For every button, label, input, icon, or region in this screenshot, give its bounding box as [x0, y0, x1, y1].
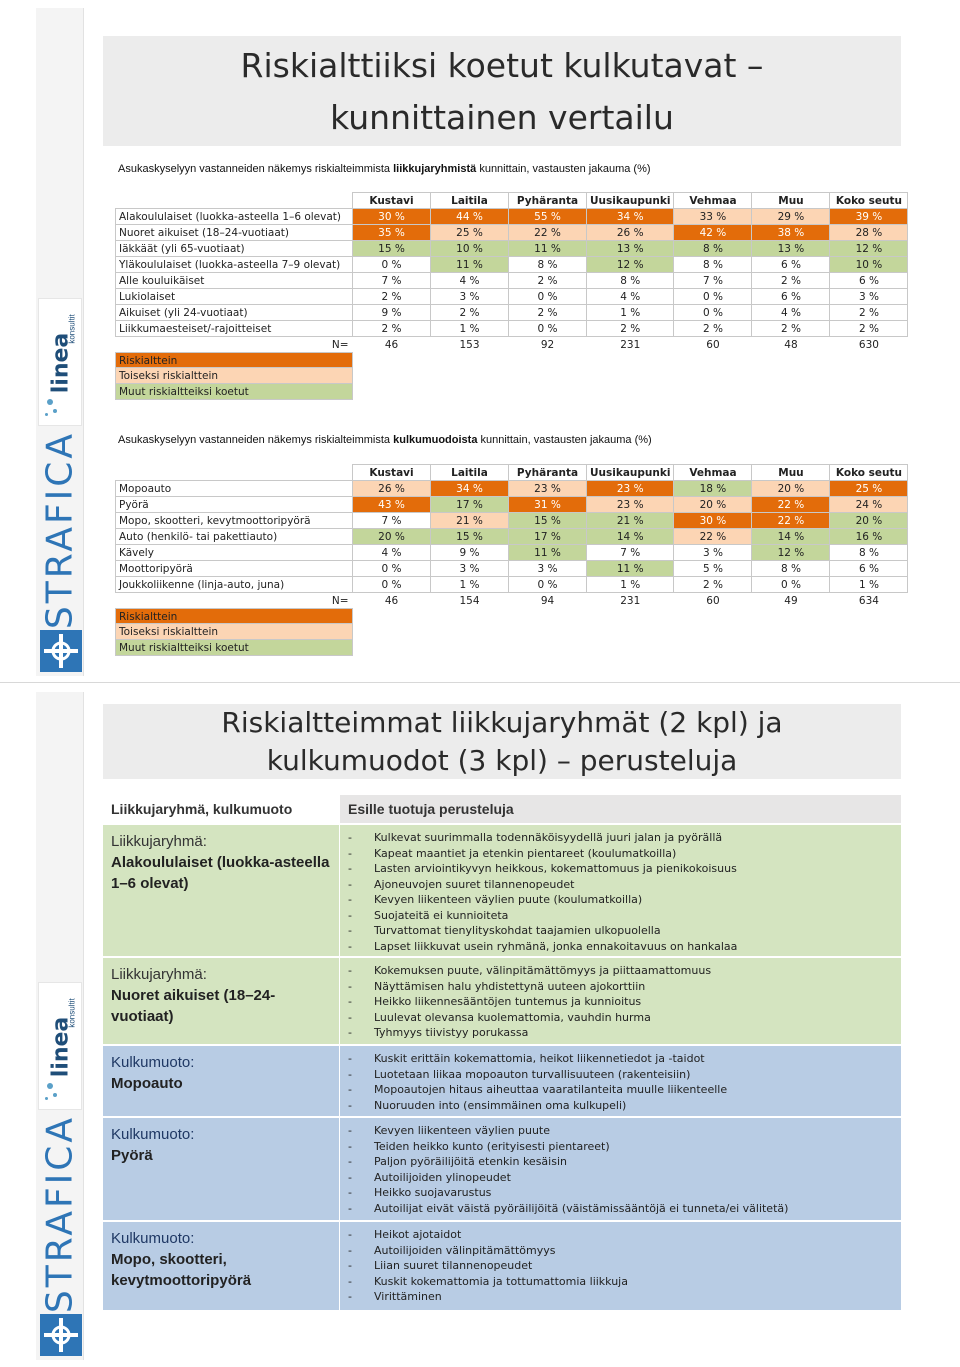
value-cell: 20 % — [674, 497, 752, 513]
column-header: Uusikaupunki — [587, 193, 674, 209]
row-label: Mopo, skootteri, kevytmoottoripyörä — [116, 513, 353, 529]
value-cell: 7 % — [587, 545, 674, 561]
value-cell: 17 % — [431, 497, 509, 513]
value-cell: 16 % — [830, 529, 908, 545]
value-cell: 25 % — [431, 225, 509, 241]
list-item: - Heikot ajotaidot — [346, 1227, 893, 1243]
subject-category: Kulkumuoto: — [111, 1054, 195, 1071]
value-cell: 11 % — [509, 241, 587, 257]
row-label: Yläkoululaiset (luokka-asteella 7–9 olevat) — [116, 257, 353, 273]
value-cell: 10 % — [830, 257, 908, 273]
value-cell: 6 % — [830, 273, 908, 289]
n-value: 231 — [620, 338, 641, 351]
value-cell: 23 % — [587, 481, 674, 497]
table-row — [116, 225, 908, 241]
n-row — [116, 337, 908, 353]
value-cell: 1 % — [587, 577, 674, 593]
value-cell: 2 % — [752, 321, 830, 337]
reason-subject — [103, 1222, 339, 1310]
n-value: 60 — [706, 594, 720, 607]
value-cell: 14 % — [587, 529, 674, 545]
value-cell: 8 % — [587, 273, 674, 289]
value-cell: 13 % — [587, 241, 674, 257]
value-cell: 7 % — [674, 273, 752, 289]
row-label: Moottoripyörä — [116, 561, 353, 577]
linea-logo — [38, 982, 82, 1110]
value-cell: 2 % — [353, 321, 431, 337]
value-cell: 20 % — [752, 481, 830, 497]
value-cell: 3 % — [431, 561, 509, 577]
subject-name: Pyörä — [111, 1147, 153, 1164]
n-value: 49 — [784, 594, 798, 607]
value-cell: 24 % — [830, 497, 908, 513]
reason-row — [103, 825, 901, 956]
n-value: 231 — [620, 594, 641, 607]
table-row — [116, 545, 908, 561]
legend-low: Muut riskialtteiksi koetut — [115, 384, 353, 400]
value-cell: 22 % — [752, 513, 830, 529]
value-cell: 11 % — [431, 257, 509, 273]
groups-table — [115, 192, 908, 353]
strafica-wordmark: STRAFICA — [39, 1114, 81, 1314]
n-value: 634 — [858, 594, 879, 607]
value-cell: 21 % — [587, 513, 674, 529]
value-cell: 5 % — [674, 561, 752, 577]
list-item: - Ajoneuvojen suuret tilannenopeudet — [346, 877, 893, 893]
value-cell: 0 % — [353, 561, 431, 577]
value-cell: 4 % — [752, 305, 830, 321]
value-cell: 4 % — [431, 273, 509, 289]
value-cell: 2 % — [830, 321, 908, 337]
table-row — [116, 289, 908, 305]
legend-1 — [115, 352, 353, 400]
value-cell: 7 % — [353, 273, 431, 289]
logo-subtitle: konsultit — [67, 998, 77, 1028]
value-cell: 0 % — [353, 577, 431, 593]
list-item: - Lapset liikkuvat usein ryhmänä, jonka ennakoitavuus on hankalaa — [346, 939, 893, 955]
value-cell: 38 % — [752, 225, 830, 241]
subject-name: Mopo, skootteri, kevytmoottoripyörä — [111, 1251, 252, 1289]
logo-word: linea — [48, 332, 74, 394]
list-item: - Kuskit erittäin kokemattomia, heikot liikennetiedot ja -taidot — [346, 1051, 893, 1067]
list-item: - Kevyen liikenteen väylien puute (koulumatkoilla) — [346, 892, 893, 908]
table-header-row — [116, 465, 908, 481]
value-cell: 26 % — [587, 225, 674, 241]
column-header: Muu — [752, 193, 830, 209]
row-label: Iäkkäät (yli 65-vuotiaat) — [116, 241, 353, 257]
reason-row — [103, 1046, 901, 1116]
list-item: - Autoilijoiden välinpitämättömyys — [346, 1243, 893, 1259]
value-cell: 4 % — [353, 545, 431, 561]
table-row — [116, 577, 908, 593]
value-cell: 6 % — [830, 561, 908, 577]
list-item: - Heikko liikennesääntöjen tuntemus ja kunnioitus — [346, 994, 893, 1010]
value-cell: 8 % — [830, 545, 908, 561]
legend-mid: Toiseksi riskialttein — [115, 368, 353, 384]
table-row — [116, 273, 908, 289]
column-header: Muu — [752, 465, 830, 481]
row-label: Aikuiset (yli 24-vuotiaat) — [116, 305, 353, 321]
row-label: Alakoululaiset (luokka-asteella 1–6 olevat) — [116, 209, 353, 225]
list-item: - Nuoruuden into (ensimmäinen oma kulkupeli) — [346, 1098, 893, 1114]
strafica-mark-icon — [40, 1314, 82, 1356]
list-item: - Tyhmyys tiivistyy porukassa — [346, 1025, 893, 1041]
column-header: Koko seutu — [830, 193, 908, 209]
value-cell: 15 % — [509, 513, 587, 529]
n-value: 153 — [459, 338, 480, 351]
reason-row — [103, 1222, 901, 1310]
value-cell: 2 % — [587, 321, 674, 337]
n-value: 154 — [459, 594, 480, 607]
row-label: Alle kouluikäiset — [116, 273, 353, 289]
value-cell: 7 % — [353, 513, 431, 529]
n-value: 630 — [858, 338, 879, 351]
page-title — [103, 36, 901, 146]
value-cell: 17 % — [509, 529, 587, 545]
n-row — [116, 593, 908, 609]
value-cell: 0 % — [353, 257, 431, 273]
value-cell: 2 % — [830, 305, 908, 321]
n-value: 60 — [706, 338, 720, 351]
value-cell: 0 % — [509, 577, 587, 593]
column-header: Kustavi — [353, 465, 431, 481]
value-cell: 0 % — [752, 577, 830, 593]
value-cell: 31 % — [509, 497, 587, 513]
value-cell: 8 % — [509, 257, 587, 273]
value-cell: 8 % — [674, 241, 752, 257]
column-header: Koko seutu — [830, 465, 908, 481]
value-cell: 0 % — [509, 289, 587, 305]
value-cell: 22 % — [752, 497, 830, 513]
page-title — [103, 704, 901, 779]
legend-mid: Toiseksi riskialttein — [115, 624, 353, 640]
subject-name: Nuoret aikuiset (18–24-vuotiaat) — [111, 987, 276, 1025]
value-cell: 44 % — [431, 209, 509, 225]
row-label: Liikkumaesteiset/-rajoitteiset — [116, 321, 353, 337]
subject-name: Alakoululaiset (luokka-asteella 1–6 olevat) — [111, 854, 330, 892]
modes-table — [115, 464, 908, 609]
row-label: Kävely — [116, 545, 353, 561]
linea-logo — [38, 298, 82, 426]
n-value: 92 — [540, 338, 555, 351]
legend-2 — [115, 608, 353, 656]
value-cell: 12 % — [752, 545, 830, 561]
list-item: - Teiden heikko kunto (erityisesti pientareet) — [346, 1139, 893, 1155]
reason-subject — [103, 825, 339, 956]
column-header: Vehmaa — [674, 465, 752, 481]
value-cell: 3 % — [509, 561, 587, 577]
table-header-row — [116, 193, 908, 209]
header-right: Esille tuotuja perusteluja — [340, 795, 901, 823]
value-cell: 12 % — [587, 257, 674, 273]
n-value: 46 — [384, 338, 399, 351]
logo-subtitle: konsultit — [67, 314, 77, 344]
title-line-2: kunnittainen vertailu — [330, 98, 674, 137]
value-cell: 1 % — [587, 305, 674, 321]
legend-low: Muut riskialtteiksi koetut — [115, 640, 353, 656]
slide-risk-comparison — [0, 0, 960, 683]
value-cell: 33 % — [674, 209, 752, 225]
list-item: - Paljon pyöräilijöitä etenkin kesäisin — [346, 1154, 893, 1170]
strafica-mark-icon — [40, 630, 82, 672]
strafica-wordmark: STRAFICA — [39, 430, 81, 630]
value-cell: 2 % — [674, 321, 752, 337]
value-cell: 1 % — [431, 577, 509, 593]
value-cell: 2 % — [752, 273, 830, 289]
value-cell: 14 % — [752, 529, 830, 545]
column-header: Laitila — [431, 193, 509, 209]
value-cell: 18 % — [674, 481, 752, 497]
column-header: Kustavi — [353, 193, 431, 209]
subject-category: Kulkumuoto: — [111, 1126, 195, 1143]
table-row — [116, 257, 908, 273]
value-cell: 28 % — [830, 225, 908, 241]
table1-title: Asukaskyselyyn vastanneiden näkemys riskialteimmista liikkujaryhmistä kunnittain, vastausten jakauma (%) — [118, 163, 651, 175]
column-header: Uusikaupunki — [587, 465, 674, 481]
value-cell: 35 % — [353, 225, 431, 241]
list-item: - Autoilijoiden ylinopeudet — [346, 1170, 893, 1186]
value-cell: 4 % — [587, 289, 674, 305]
reason-subject — [103, 1046, 339, 1116]
list-item: - Heikko suojavarustus — [346, 1185, 893, 1201]
value-cell: 6 % — [752, 257, 830, 273]
subject-category: Liikkujaryhmä: — [111, 833, 207, 850]
list-item: - Liian suuret tilannenopeudet — [346, 1258, 893, 1274]
slide-reasons — [0, 684, 960, 1367]
value-cell: 3 % — [674, 545, 752, 561]
value-cell: 12 % — [830, 241, 908, 257]
value-cell: 10 % — [431, 241, 509, 257]
table-row — [116, 305, 908, 321]
value-cell: 43 % — [353, 497, 431, 513]
list-item: - Lasten arviointikyvyn heikkous, kokemattomuus ja pienikokoisuus — [346, 861, 893, 877]
n-label: N= — [331, 594, 349, 607]
n-value: 48 — [784, 338, 798, 351]
value-cell: 39 % — [830, 209, 908, 225]
value-cell: 6 % — [752, 289, 830, 305]
legend-high: Riskialttein — [115, 352, 353, 368]
value-cell: 23 % — [509, 481, 587, 497]
reason-list — [340, 825, 901, 956]
reason-subject — [103, 1118, 339, 1220]
reason-list — [340, 1046, 901, 1116]
list-item: - Suojateitä ei kunnioiteta — [346, 908, 893, 924]
table-row — [116, 321, 908, 337]
list-item: - Kevyen liikenteen väylien puute — [346, 1123, 893, 1139]
title-line-1: Riskialtteimmat liikkujaryhmät (2 kpl) ja — [221, 706, 783, 739]
reason-subject — [103, 958, 339, 1044]
list-item: - Mopoautojen hitaus aiheuttaa vaaratilanteita muulle liikenteelle — [346, 1082, 893, 1098]
value-cell: 22 % — [509, 225, 587, 241]
value-cell: 22 % — [674, 529, 752, 545]
value-cell: 29 % — [752, 209, 830, 225]
value-cell: 42 % — [674, 225, 752, 241]
list-item: - Näyttämisen halu yhdistettynä uuteen ajokorttiin — [346, 979, 893, 995]
reason-row — [103, 958, 901, 1044]
value-cell: 30 % — [353, 209, 431, 225]
value-cell: 1 % — [830, 577, 908, 593]
value-cell: 20 % — [353, 529, 431, 545]
row-label: Auto (henkilö- tai pakettiauto) — [116, 529, 353, 545]
list-item: - Virittäminen — [346, 1289, 893, 1305]
table-row — [116, 497, 908, 513]
column-header: Vehmaa — [674, 193, 752, 209]
value-cell: 15 % — [353, 241, 431, 257]
reason-list — [340, 1118, 901, 1220]
value-cell: 2 % — [509, 305, 587, 321]
subject-category: Liikkujaryhmä: — [111, 966, 207, 983]
value-cell: 2 % — [674, 577, 752, 593]
n-value: 46 — [384, 594, 399, 607]
row-label: Lukiolaiset — [116, 289, 353, 305]
value-cell: 26 % — [353, 481, 431, 497]
column-header: Pyhäranta — [509, 193, 587, 209]
value-cell: 0 % — [509, 321, 587, 337]
list-item: - Luotetaan liikaa mopoauton turvallisuuteen (rakenteisiin) — [346, 1067, 893, 1083]
value-cell: 2 % — [431, 305, 509, 321]
reason-list — [340, 1222, 901, 1310]
row-label: Pyörä — [116, 497, 353, 513]
value-cell: 23 % — [587, 497, 674, 513]
title-line-1: Riskialttiiksi koetut kulkutavat – — [240, 46, 764, 85]
column-header: Laitila — [431, 465, 509, 481]
value-cell: 3 % — [830, 289, 908, 305]
n-value: 94 — [540, 594, 555, 607]
title-line-2: kulkumuodot (3 kpl) – perusteluja — [266, 744, 738, 777]
value-cell: 30 % — [674, 513, 752, 529]
table2-title: Asukaskyselyyn vastanneiden näkemys riskialteimmista kulkumuodoista kunnittain, vastausten jakauma (%) — [118, 434, 652, 446]
list-item: - Kuskit kokemattomia ja tottumattomia liikkuja — [346, 1274, 893, 1290]
row-label: Mopoauto — [116, 481, 353, 497]
table-row — [116, 513, 908, 529]
list-item: - Kokemuksen puute, välinpitämättömyys ja piittaamattomuus — [346, 963, 893, 979]
value-cell: 15 % — [431, 529, 509, 545]
value-cell: 9 % — [353, 305, 431, 321]
value-cell: 2 % — [509, 273, 587, 289]
table-row — [116, 481, 908, 497]
list-item: - Turvattomat tienylityskohdat taajamien ulkopuolella — [346, 923, 893, 939]
value-cell: 2 % — [353, 289, 431, 305]
value-cell: 21 % — [431, 513, 509, 529]
list-item: - Kapeat maantiet ja etenkin pientareet (koulumatkoilla) — [346, 846, 893, 862]
legend-high: Riskialttein — [115, 608, 353, 624]
table-row — [116, 561, 908, 577]
value-cell: 11 % — [509, 545, 587, 561]
table-row — [116, 529, 908, 545]
value-cell: 55 % — [509, 209, 587, 225]
list-item: - Luulevat olevansa kuolemattomia, vauhdin hurma — [346, 1010, 893, 1026]
value-cell: 8 % — [674, 257, 752, 273]
column-header: Pyhäranta — [509, 465, 587, 481]
table-row — [116, 241, 908, 257]
row-label: Joukkoliikenne (linja-auto, juna) — [116, 577, 353, 593]
reason-list — [340, 958, 901, 1044]
table-row — [116, 209, 908, 225]
subject-name: Mopoauto — [111, 1075, 183, 1092]
value-cell: 34 % — [587, 209, 674, 225]
value-cell: 11 % — [587, 561, 674, 577]
row-label: Nuoret aikuiset (18–24-vuotiaat) — [116, 225, 353, 241]
value-cell: 1 % — [431, 321, 509, 337]
list-item: - Kulkevat suurimmalla todennäköisyydellä juuri jalan ja pyörällä — [346, 830, 893, 846]
value-cell: 34 % — [431, 481, 509, 497]
logo-word: linea — [48, 1016, 74, 1078]
value-cell: 0 % — [674, 305, 752, 321]
reason-row — [103, 1118, 901, 1220]
value-cell: 25 % — [830, 481, 908, 497]
value-cell: 0 % — [674, 289, 752, 305]
value-cell: 13 % — [752, 241, 830, 257]
value-cell: 9 % — [431, 545, 509, 561]
list-item: - Autoilijat eivät väistä pyöräilijöitä (väistämissääntöjä ei tunneta/ei välitetä) — [346, 1201, 893, 1217]
subject-category: Kulkumuoto: — [111, 1230, 195, 1247]
value-cell: 20 % — [830, 513, 908, 529]
header-left: Liikkujaryhmä, kulkumuoto — [103, 795, 339, 823]
value-cell: 3 % — [431, 289, 509, 305]
value-cell: 8 % — [752, 561, 830, 577]
n-label: N= — [331, 338, 349, 351]
